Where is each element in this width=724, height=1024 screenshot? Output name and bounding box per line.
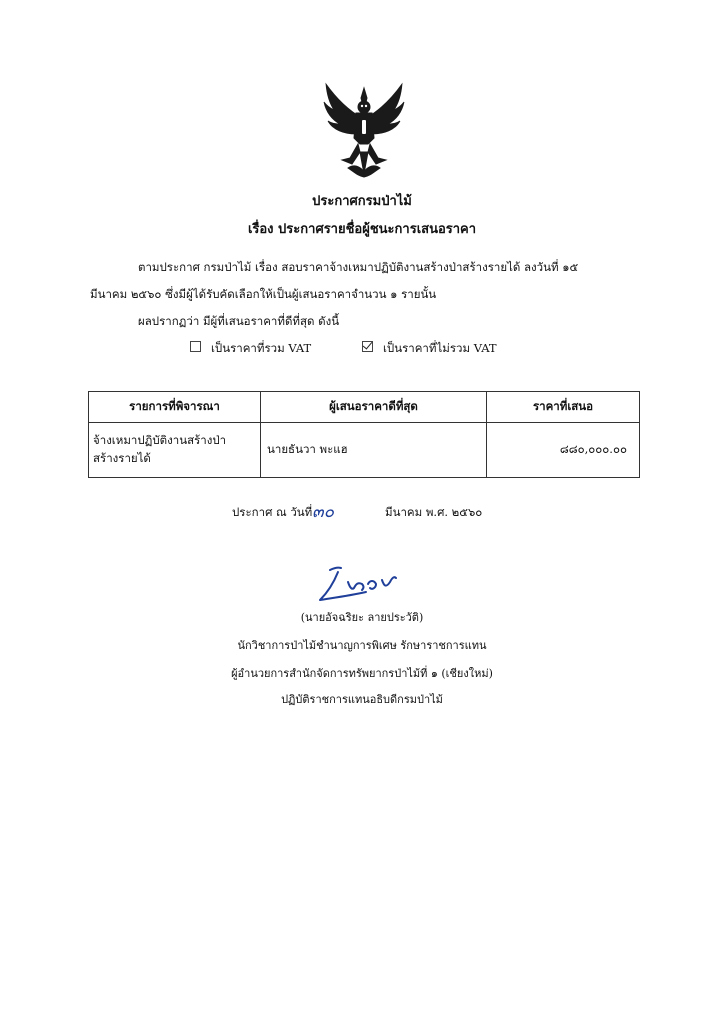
item-line-2: สร้างรายได้ [93, 451, 151, 465]
vat-excluded-label: เป็นราคาที่ไม่รวม VAT [383, 341, 497, 355]
table-header-row [89, 392, 640, 423]
cell-item [89, 423, 261, 478]
bid-result-table [88, 391, 640, 478]
cell-price: ๘๘๐,๐๐๐.๐๐ [487, 423, 640, 478]
announce-month-year: มีนาคม พ.ศ. ๒๕๖๐ [385, 505, 483, 519]
header-bidder: ผู้เสนอราคาดีที่สุด [261, 392, 487, 423]
garuda-emblem-icon [318, 80, 410, 178]
signer-name: (นายอัจฉริยะ ลายประวัติ) [300, 611, 424, 624]
item-line-1: จ้างเหมาปฏิบัติงานสร้างป่า [93, 433, 227, 448]
announce-date-prefix: ประกาศ ณ วันที่ [232, 505, 313, 519]
vat-excluded-option [362, 340, 497, 358]
announcement-title: ประกาศกรมป่าไม้ [312, 194, 412, 209]
handwritten-signature [308, 558, 408, 608]
body-paragraph-line-1: ตามประกาศ กรมป่าไม้ เรื่อง สอบราคาจ้างเหมาปฏิบัติงานสร้างป่าสร้างรายได้ ลงวันที่ ๑๕ [138, 260, 579, 274]
announcement-subject: เรื่อง ประกาศรายชื่อผู้ชนะการเสนอราคา [247, 222, 477, 237]
signer-position-line-1: นักวิชาการป่าไม้ชำนาญการพิเศษ รักษาราชการแทน [237, 639, 487, 652]
header-item: รายการที่พิจารณา [89, 392, 261, 423]
checked-checkbox-icon [362, 341, 373, 352]
unchecked-checkbox-icon [190, 341, 201, 352]
table-row [89, 423, 640, 478]
vat-included-option [190, 340, 311, 358]
body-paragraph-line-3: ผลปรากฏว่า มีผู้ที่เสนอราคาที่ดีที่สุด ดังนี้ [138, 314, 340, 328]
signer-position-line-2: ผู้อำนวยการสำนักจัดการทรัพยากรป่าไม้ที่ ๑ (เชียงใหม่) [231, 667, 493, 680]
announce-day-handwritten: ๓๐ [312, 502, 334, 522]
body-paragraph-line-2: มีนาคม ๒๕๖๐ ซึ่งมีผู้ได้รับคัดเลือกให้เป็นผู้เสนอราคาจำนวน ๑ รายนั้น [90, 287, 437, 301]
signer-position-line-3: ปฏิบัติราชการแทนอธิบดีกรมป่าไม้ [281, 693, 443, 706]
cell-bidder: นายธันวา พะแฮ [261, 423, 487, 478]
header-price: ราคาที่เสนอ [487, 392, 640, 423]
vat-included-label: เป็นราคาที่รวม VAT [211, 341, 312, 355]
